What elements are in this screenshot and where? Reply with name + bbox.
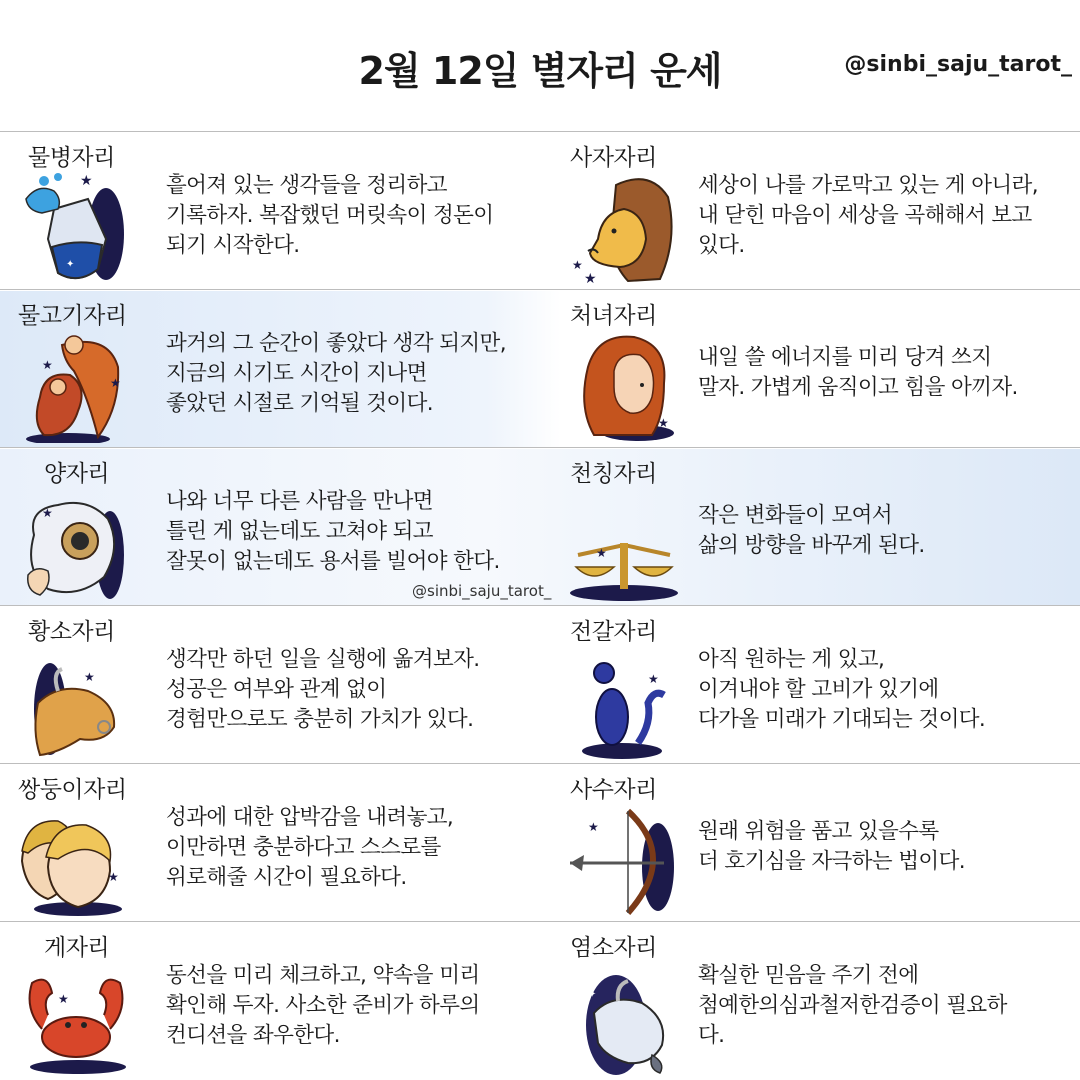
virgo-icon xyxy=(568,327,678,443)
svg-text:★: ★ xyxy=(588,820,599,834)
aries-icon xyxy=(18,485,128,601)
horoscope-row xyxy=(0,291,1080,448)
fortune-text: 아직 원하는 게 있고, 이겨내야 할 고비가 있기에 다가올 미래가 기대되는 것이다. xyxy=(698,647,986,732)
horoscope-row xyxy=(0,765,1080,922)
svg-text:★: ★ xyxy=(648,672,659,686)
sign-card-taurus xyxy=(0,607,540,764)
capricorn-icon xyxy=(568,959,678,1075)
svg-text:★: ★ xyxy=(584,271,597,285)
fortune-text: 세상이 나를 가로막고 있는 게 아니라, 내 닫힌 마음이 세상을 곡해해서 보고 있다. xyxy=(698,173,1038,258)
horoscope-row xyxy=(0,607,1080,764)
taurus-icon xyxy=(18,643,128,759)
sign-card-capricorn xyxy=(540,923,1080,1080)
scorpio-icon xyxy=(568,643,678,759)
horoscope-row xyxy=(0,923,1080,1080)
sign-name: 사수자리 xyxy=(570,777,657,803)
sign-card-scorpio xyxy=(540,607,1080,764)
sign-card-cancer xyxy=(0,923,540,1080)
fortune-text: 확실한 믿음을 주기 전에 첨예한의심과철저한검증이 필요하 다. xyxy=(698,963,1007,1048)
svg-text:✦: ✦ xyxy=(588,989,597,1000)
pisces-icon xyxy=(18,327,128,443)
sign-card-leo xyxy=(540,133,1080,290)
svg-text:★: ★ xyxy=(80,173,93,189)
svg-text:★: ★ xyxy=(572,258,583,272)
sign-name: 처녀자리 xyxy=(570,303,657,329)
fortune-text: 동선을 미리 체크하고, 약속을 미리 확인해 두자. 사소한 준비가 하루의 컨디션을 좌우한다. xyxy=(166,963,480,1048)
sign-card-pisces xyxy=(0,291,540,448)
fortune-text: 작은 변화들이 모여서 삶의 방향을 바꾸게 된다. xyxy=(698,503,925,558)
svg-text:✦: ✦ xyxy=(66,259,75,270)
sign-name: 황소자리 xyxy=(28,619,115,645)
svg-text:★: ★ xyxy=(42,506,53,520)
libra-icon xyxy=(568,485,678,601)
account-handle: @sinbi_saju_tarot_ xyxy=(844,52,1072,77)
fortune-text: 생각만 하던 일을 실행에 옮겨보자. 성공은 여부와 관계 없이 경험만으로도 충분히 가치가 있다. xyxy=(166,647,480,732)
sagittarius-icon xyxy=(568,801,678,917)
svg-text:★: ★ xyxy=(658,416,669,430)
sign-card-gemini xyxy=(0,765,540,922)
sign-name: 물병자리 xyxy=(28,145,115,171)
sign-name: 천칭자리 xyxy=(570,461,657,487)
sign-card-sagittarius xyxy=(540,765,1080,922)
fortune-text: 나와 너무 다른 사람을 만나면 틀린 게 없는데도 고쳐야 되고 잘못이 없는데도 용서를 빌어야 한다. xyxy=(166,489,500,574)
page-title: 2월 12일 별자리 운세 xyxy=(358,49,722,93)
sign-name: 게자리 xyxy=(44,935,110,961)
leo-icon xyxy=(568,169,678,285)
watermark: @sinbi_saju_tarot_ xyxy=(412,582,552,600)
fortune-text: 원래 위험을 품고 있을수록 더 호기심을 자극하는 법이다. xyxy=(698,819,965,874)
header xyxy=(0,0,1080,132)
sign-name: 전갈자리 xyxy=(570,619,657,645)
sign-name: 쌍둥이자리 xyxy=(18,777,127,803)
fortune-text: 흩어져 있는 생각들을 정리하고 기록하자. 복잡했던 머릿속이 정돈이 되기 시작한다. xyxy=(166,173,494,258)
horoscope-row xyxy=(0,133,1080,290)
svg-text:★: ★ xyxy=(108,870,119,884)
fortune-text: 성과에 대한 압박감을 내려놓고, 이만하면 충분하다고 스스로를 위로해줄 시간이 필요하다. xyxy=(166,805,454,890)
cancer-icon xyxy=(18,959,128,1075)
sign-card-aquarius xyxy=(0,133,540,290)
sign-name: 양자리 xyxy=(44,461,110,487)
sign-name: 염소자리 xyxy=(570,935,657,961)
svg-text:★: ★ xyxy=(84,670,95,684)
svg-text:★: ★ xyxy=(596,546,607,560)
sign-card-libra xyxy=(540,449,1080,606)
fortune-text: 내일 쓸 에너지를 미리 당겨 쓰지 말자. 가볍게 움직이고 힘을 아끼자. xyxy=(698,345,1018,400)
sign-card-virgo xyxy=(540,291,1080,448)
sign-name: 물고기자리 xyxy=(18,303,127,329)
svg-text:★: ★ xyxy=(58,992,69,1006)
fortune-text: 과거의 그 순간이 좋았다 생각 되지만, 지금의 시기도 시간이 지나면 좋았던 시절로 기억될 것이다. xyxy=(166,331,506,416)
svg-text:★: ★ xyxy=(110,376,121,390)
gemini-icon xyxy=(18,801,128,917)
aquarius-icon xyxy=(18,169,128,285)
sign-name: 사자자리 xyxy=(570,145,657,171)
svg-text:★: ★ xyxy=(42,358,53,372)
